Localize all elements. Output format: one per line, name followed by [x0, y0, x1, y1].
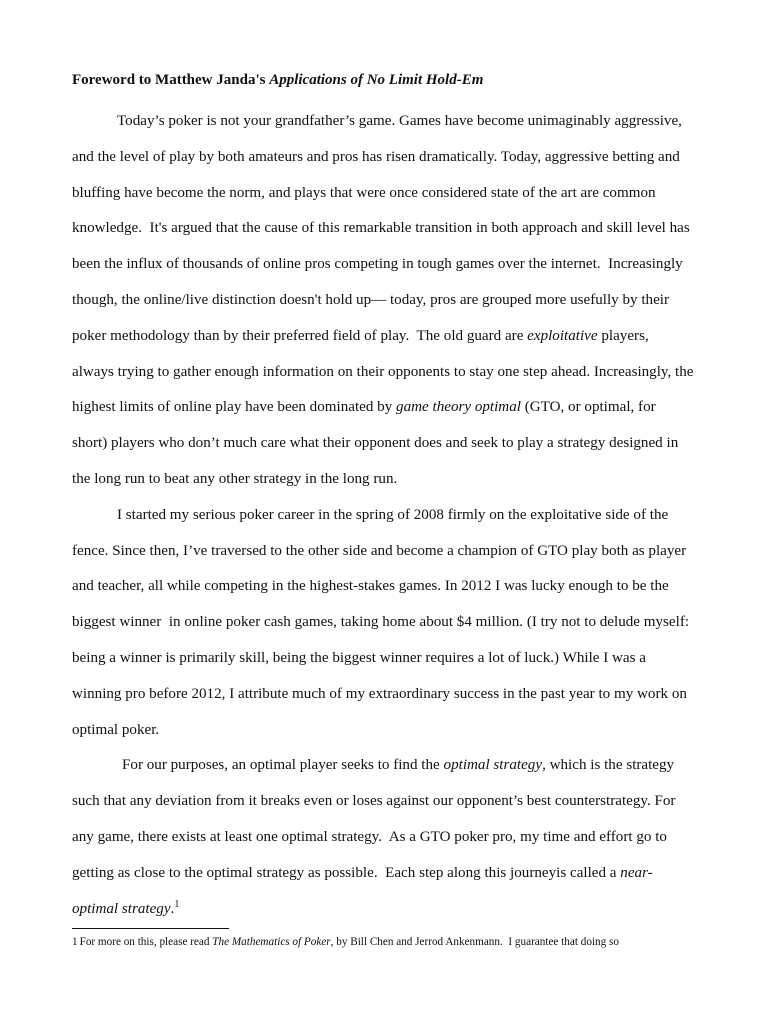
- document-title: [72, 70, 712, 90]
- paragraph-2-text: I started my serious poker career in the spring of 2008 firmly on the exploitative side of the fence. Since then, I’ve traversed to the other side and become a champion of GTO play both as player and teacher, all while competing in the highest-stakes games. In 2012 I was lucky enough to be the biggest winner in online poker cash games, taking home about $4 million. (I try not to delude myself: being a winner is primarily skill, being the biggest winner requires a lot of luck.) While I was a winning pro before 2012, I attribute much of my extraordinary success in the past year to my work on optimal poker.: [72, 506, 690, 738]
- paragraph-3: [72, 748, 694, 927]
- paragraph-1-text-c: (GTO, or optimal, for short) players who don’t much care what their opponent does and seek to play a strategy designed in the long run to beat any other strategy in the long run.: [72, 399, 679, 487]
- paragraph-1-emphasis-b: game theory optimal: [396, 399, 521, 416]
- paragraph-1-emphasis-a: exploitative: [527, 327, 598, 344]
- footnote-text-a: For more on this, please read: [79, 936, 213, 948]
- footnote-divider: [72, 928, 229, 929]
- footnote: [72, 934, 712, 950]
- paragraph-3-text-c: .: [170, 900, 175, 917]
- paragraph-2: [72, 498, 694, 749]
- paragraph-3-emphasis-a: optimal strategy: [443, 757, 543, 774]
- book-title: Applications of No Limit Hold-Em: [269, 72, 484, 88]
- footnote-reference: 1: [174, 898, 180, 910]
- title-text: Foreword to Matthew Janda's: [72, 72, 270, 88]
- body-text: [72, 104, 694, 927]
- paragraph-1-text-b: players, always trying to gather enough information on their opponents to stay one step ahead. Increasingly, the highest limits of online play have been dominated by: [72, 327, 694, 416]
- paragraph-1: [72, 104, 694, 498]
- footnote-text-b: , by Bill Chen and Jerrod Ankenmann. I guarantee that doing so: [330, 936, 619, 948]
- paragraph-3-text-a: For our purposes, an optimal player seeks to find the: [122, 757, 444, 774]
- footnote-book-title: The Mathematics of Poker: [212, 936, 331, 948]
- paragraph-3-emphasis-b: near-optimal strategy: [72, 864, 653, 917]
- paragraph-1-text-a: Today’s poker is not your grandfather’s game. Games have become unimaginably aggressive, and the level of play by both amateurs and pros has risen dramatically. Today, aggressive betting and bluffing have become the norm, and plays that were once considered state of the art are common knowledge. It's argued that the cause of this remarkable transition in both approach and skill level has been the influx of thousands of online pros competing in tough games over the internet. Increasingly though, the online/live distinction doesn't hold up— today, pros are grouped more usefully by their poker methodology than by their preferred field of play. The old guard are: [72, 113, 690, 344]
- footnote-number: 1: [72, 936, 78, 948]
- paragraph-3-text-b: , which is the strategy such that any deviation from it breaks even or loses against our opponent’s best counterstrategy. For any game, there exists at least one optimal strategy. As a GTO poker pro, my time and effort go to getting as close to the optimal strategy as possible. Each step along this journeyis called a: [72, 757, 676, 881]
